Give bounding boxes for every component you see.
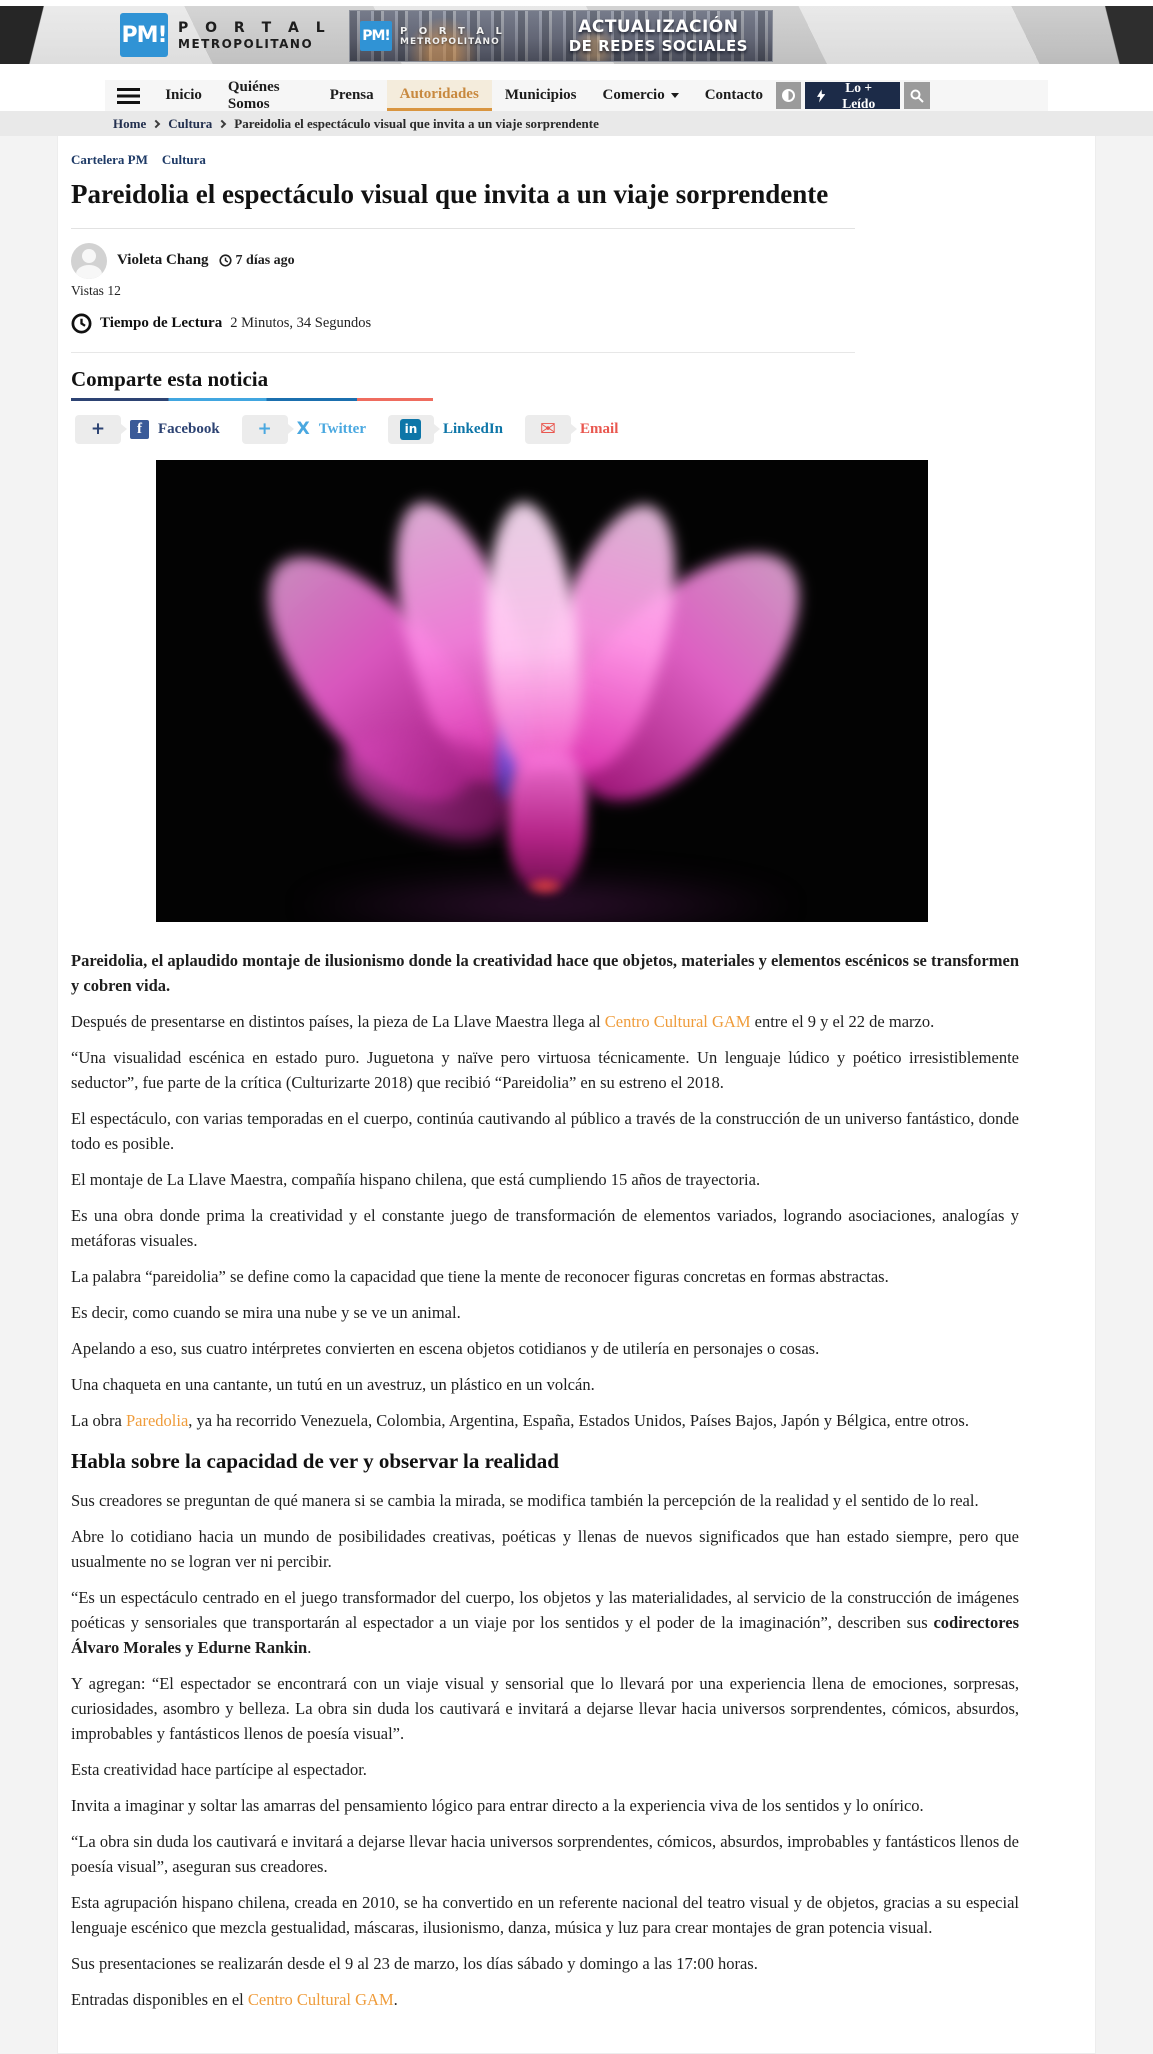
linkedin-icon: in	[400, 419, 421, 440]
author-row	[71, 243, 855, 279]
paragraph-text: , ya ha recorrido Venezuela, Colombia, Argentina, España, Estados Unidos, Países Bajos, Japón y Bélgica, entre otros.	[188, 1410, 969, 1430]
contrast-toggle-button[interactable]	[776, 82, 801, 109]
paragraph-text: El montaje de La Llave Maestra, compañía hispano chilena, que está cumpliendo 15 años de trayectoria.	[71, 1169, 761, 1189]
paragraph-text: Abre lo cotidiano hacia un mundo de posibilidades creativas, poéticas y llenas de nuevos significados que han estado siempre, pero que usualmente no se logran ver ni percibir.	[71, 1526, 1019, 1571]
paragraph-text: Invita a imaginar y soltar las amarras del pensamiento lógico para entrar directo a la experiencia viva de los sentidos y lo onírico.	[71, 1795, 924, 1815]
share-twitter-button[interactable]	[242, 415, 366, 444]
search-button[interactable]	[904, 82, 930, 109]
avatar[interactable]	[71, 243, 107, 279]
category-link-cartelera-pm[interactable]: Cartelera PM	[71, 152, 148, 167]
section-heading: Habla sobre la capacidad de ver y observar la realidad	[71, 1448, 559, 1473]
bold-text: codirectores Álvaro Morales y Edurne Rankin	[71, 1612, 1019, 1657]
chevron-down-icon	[671, 93, 679, 98]
reading-time-label: Tiempo de Lectura	[100, 314, 223, 331]
nav-right	[776, 80, 1038, 111]
twitter-icon: X	[296, 419, 310, 440]
facebook-icon: f	[130, 420, 149, 439]
ad-brand-text: P O R T A L METROPOLITANO	[400, 25, 506, 47]
breadcrumb-bar	[0, 111, 1153, 136]
paragraph-text: El espectáculo, con varias temporadas en el cuerpo, continúa cautivando al público a través de la construcción de un universo fantástico, donde todo es posible.	[71, 1108, 1019, 1153]
article-paragraph	[71, 1300, 1019, 1325]
category-links	[71, 152, 1081, 168]
brand-metropolitano: METROPOLITANO	[178, 36, 314, 51]
article-paragraph	[71, 1793, 1019, 1818]
clock-icon	[219, 254, 232, 267]
share-linkedin-button[interactable]	[388, 415, 503, 444]
article-hero-image	[156, 460, 928, 922]
article-paragraph	[71, 1408, 1019, 1433]
half-circle-icon	[782, 89, 795, 102]
article-paragraph	[71, 1987, 1019, 2012]
divider	[71, 352, 855, 353]
share-email-button[interactable]	[525, 415, 618, 444]
nav-item-comercio[interactable]: Comercio	[590, 80, 692, 111]
paragraph-text: Entradas disponibles en el	[71, 1989, 248, 2009]
article-paragraph	[71, 1488, 1019, 1513]
email-icon: ✉	[540, 418, 556, 441]
performer-base	[528, 878, 562, 894]
category-link-cultura[interactable]: Cultura	[161, 152, 206, 167]
paragraph-text: Sus presentaciones se realizarán desde el 9 al 23 de marzo, los días sábado y domingo a las 17:00 horas.	[71, 1953, 758, 1973]
site-header	[0, 6, 1153, 64]
ad-headline: ACTUALIZACIÓN DE REDES SOCIALES	[568, 17, 748, 55]
reading-time-row	[71, 313, 855, 334]
article-paragraph	[71, 1585, 1019, 1660]
share-label: Facebook	[158, 420, 220, 437]
article-paragraph	[71, 1829, 1019, 1879]
share-buttons-row	[75, 415, 855, 444]
lightning-bolt-icon	[817, 89, 825, 103]
article-paragraph	[71, 1671, 1019, 1746]
paragraph-text: Pareidolia, el aplaudido montaje de ilusionismo donde la creatividad hace que objetos, materiales y elementos escénicos se transformen y cobren vida.	[71, 950, 1019, 995]
paragraph-text: .	[393, 1989, 398, 2009]
nav-outer	[0, 80, 1153, 136]
ad-banner[interactable]	[349, 10, 773, 62]
share-label: Email	[580, 420, 619, 437]
share-title-underline	[71, 398, 433, 401]
paragraph-text: La obra	[71, 1410, 126, 1430]
share-label: Twitter	[318, 420, 366, 437]
article-paragraph	[71, 1203, 1019, 1253]
brand-portal: P O R T A L	[178, 19, 331, 36]
nav-item-quienes-somos[interactable]: Quiénes Somos	[227, 78, 280, 112]
article-paragraph	[71, 1890, 1019, 1940]
paragraph-text: Esta creatividad hace partícipe al espectador.	[71, 1759, 367, 1779]
share-icon-pill[interactable]	[388, 415, 434, 444]
share-section-title: Comparte esta noticia	[71, 366, 269, 391]
paragraph-text: “Una visualidad escénica en estado puro. Juguetona y naïve pero virtuosa técnicamente. Un lenguaje lúdico y poético irresistiblemente seductor”, fue parte de la crítica (Culturizarte 2018) que recibió “Pareidolia” en su estreno el 2018.	[71, 1047, 1019, 1092]
share-plus-icon[interactable]: +	[75, 415, 121, 444]
article-paragraph	[71, 1951, 1019, 1976]
most-read-label: Lo + Leído	[842, 79, 876, 111]
article-paragraph	[71, 1009, 1019, 1034]
paragraph-text: Apelando a eso, sus cuatro intérpretes convierten en escena objetos cotidianos y de utilería en personajes o cosas.	[71, 1338, 820, 1358]
article-paragraph	[71, 1045, 1019, 1095]
article-paragraph	[71, 1524, 1019, 1574]
nav-item-autoridades[interactable]: Autoridades	[387, 80, 492, 111]
share-label: LinkedIn	[442, 420, 504, 437]
paragraph-text: Es decir, como cuando se mira una nube y se ve un animal.	[71, 1302, 461, 1322]
ad-pm-logo-icon: PM!	[360, 21, 392, 51]
article-card	[57, 136, 1096, 2054]
share-plus-icon[interactable]: +	[242, 415, 288, 444]
article-paragraph	[71, 1167, 1019, 1192]
paragraph-text: entre el 9 y el 22 de marzo.	[750, 1011, 935, 1031]
article-paragraph	[71, 1106, 1019, 1156]
inline-link[interactable]: Centro Cultural GAM	[247, 1989, 394, 2009]
paragraph-text: Sus creadores se preguntan de qué manera si se cambia la mirada, se modifica también la percepción de la realidad y el sentido de lo real.	[71, 1490, 979, 1510]
chevron-right-icon	[152, 119, 160, 127]
nav-item-prensa[interactable]: Prensa	[329, 87, 374, 103]
most-read-button[interactable]	[805, 79, 900, 111]
breadcrumb-current: Pareidolia el espectáculo visual que invita a un viaje sorprendente	[234, 115, 599, 131]
nav-item-contacto[interactable]: Contacto	[704, 87, 764, 103]
nav-items	[152, 80, 776, 111]
share-icon-pill[interactable]	[525, 415, 571, 444]
article-paragraph	[71, 1372, 1019, 1397]
paragraph-text: Es una obra donde prima la creatividad y el constante juego de transformación de elementos variados, logrando asociaciones, analogías y metáforas visuales.	[71, 1205, 1019, 1250]
article-paragraph	[71, 1336, 1019, 1361]
paragraph-text: “La obra sin duda los cautivará e invitará a dejarse llevar hacia universos sorprendentes, cómicos, absurdos, improbables y fantásticos llenos de poesía visual”, aseguran sus creadores.	[71, 1831, 1019, 1876]
views-count: Vistas 12	[71, 282, 121, 298]
breadcrumb-link-home[interactable]: Home	[113, 115, 147, 131]
nav-item-municipios[interactable]: Municipios	[504, 87, 577, 103]
breadcrumb-link-cultura[interactable]: Cultura	[168, 115, 213, 131]
article-body	[71, 948, 1019, 2012]
paragraph-text: .	[307, 1637, 312, 1657]
search-icon	[910, 89, 924, 103]
paragraph-text: Una chaqueta en una cantante, un tutú en un avestruz, un plástico en un volcán.	[71, 1374, 595, 1394]
chevron-right-icon	[218, 119, 226, 127]
paragraph-text: “Es un espectáculo centrado en el juego transformador del cuerpo, los objetos y las materialidades, al servicio de la construcción de imágenes poéticas y sensoriales que transportarán al espectador a un viaje por los sentidos y el poder de la imaginación”, describen sus	[71, 1587, 1019, 1632]
article-paragraph	[71, 1757, 1019, 1782]
pm-logo-icon: PM!	[120, 13, 168, 57]
reading-time-value: 2 Minutos, 34 Segundos	[230, 314, 372, 331]
breadcrumb	[113, 116, 599, 132]
inline-link[interactable]: Paredolia	[125, 1410, 189, 1430]
main-navbar	[105, 80, 1048, 111]
published-time: 7 días ago	[219, 253, 295, 269]
paragraph-text: La palabra “pareidolia” se define como la capacidad que tiene la mente de reconocer figuras concretas en formas abstractas.	[71, 1266, 889, 1286]
paragraph-text: Esta agrupación hispano chilena, creada en 2010, se ha convertido en un referente nacional del teatro visual y de objetos, gracias a su especial lenguaje escénico que mezcla gestualidad, máscaras, ilusionismo, danza, música y luz para crear montajes de gran potencia visual.	[71, 1892, 1019, 1937]
share-facebook-button[interactable]	[75, 415, 220, 444]
page-background	[0, 136, 1153, 2054]
site-logo[interactable]	[120, 13, 331, 57]
page-title: Pareidolia el espectáculo visual que invita a un viaje sorprendente	[71, 178, 855, 229]
inline-link[interactable]: Centro Cultural GAM	[604, 1011, 751, 1031]
article-header	[71, 178, 855, 444]
menu-icon[interactable]	[117, 88, 140, 104]
reading-time-clock-icon	[71, 313, 92, 334]
nav-item-inicio[interactable]: Inicio	[165, 87, 202, 103]
paragraph-text: Y agregan: “El espectador se encontrará con un viaje visual y sensorial que lo llevará por una experiencia llena de emociones, sorpresas, curiosidades, asombro y belleza. La obra sin duda los cautivará e invitará a dejarse llevar hacia universos sorprendentes, cómicos, absurdos, improbables y fantásticos llenos de poesía visual”.	[71, 1673, 1019, 1743]
author-link[interactable]: Violeta Chang	[117, 252, 209, 269]
article-paragraph	[71, 1264, 1019, 1289]
paragraph-text: Después de presentarse en distintos países, la pieza de La Llave Maestra llega al	[71, 1011, 605, 1031]
site-logo-text	[178, 20, 331, 51]
article-paragraph	[71, 948, 1019, 998]
